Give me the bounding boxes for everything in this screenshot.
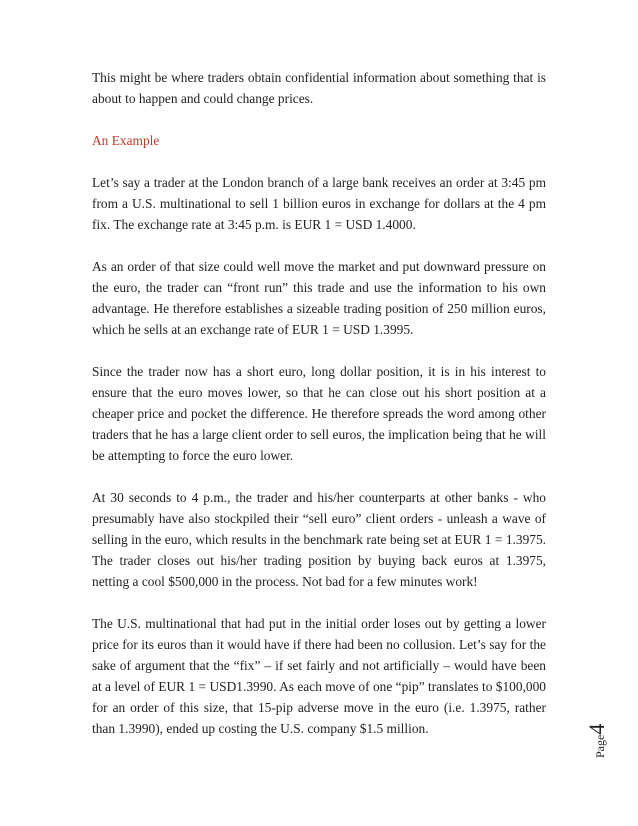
paragraph-intro: This might be where traders obtain confidential information about something that is about to happen and could change prices. <box>92 70 546 106</box>
paragraph-front-run: As an order of that size could well move the market and put downward pressure on the euro, the trader can “front run” this trade and use the information to his own advantage. He therefore establishes a sizeable trading position of 250 million euros, which he sells at an exchange rate of EUR 1 = USD 1.3995. <box>92 259 546 337</box>
paragraph-order: Let’s say a trader at the London branch of a large bank receives an order at 3:45 pm from a U.S. multinational to sell 1 billion euros in exchange for dollars at the 4 pm fix. The exchange rate at 3:45 p.m. is EUR 1 = USD 1.4000. <box>92 175 546 232</box>
page-number-label: Page <box>593 734 607 758</box>
page-number-value: 4 <box>584 723 609 735</box>
section-heading: An Example <box>92 133 160 148</box>
paragraph-selling-wave: At 30 seconds to 4 p.m., the trader and his/her counterparts at other banks - who presumably have also stockpiled their “sell euro” client orders - unleash a wave of selling in the euro, which results in the benchmark rate being set at EUR 1 = 1.3975. The trader closes out his/her trading position by buying back euros at 1.3975, netting a cool $500,000 in the process. Not bad for a few minutes work! <box>92 490 546 589</box>
document-body <box>92 67 546 760</box>
page-number <box>584 724 610 758</box>
paragraph-short-position: Since the trader now has a short euro, long dollar position, it is in his interest to ensure that the euro moves lower, so that he can close out his short position at a cheaper price and pocket the difference. He therefore spreads the word among other traders that he has a large client order to sell euros, the implication being that he will be attempting to force the euro lower. <box>92 364 546 463</box>
paragraph-loss: The U.S. multinational that had put in the initial order loses out by getting a lower price for its euros than it would have if there had been no collusion. Let’s say for the sake of argument that the “fix” – if set fairly and not artificially – would have been at a level of EUR 1 = USD1.3990. As each move of one “pip” translates to $100,000 for an order of this size, that 15-pip adverse move in the euro (i.e. 1.3975, rather than 1.3990), ended up costing the U.S. company $1.5 million. <box>92 616 546 736</box>
